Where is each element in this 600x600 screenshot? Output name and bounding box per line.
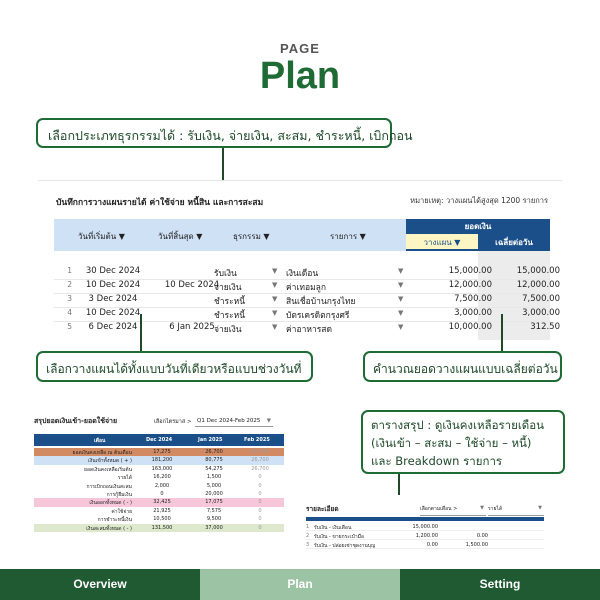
item-cell[interactable]: สินเชื่อบ้านกรุงไทย xyxy=(286,297,356,307)
tab-plan[interactable]: Plan xyxy=(200,569,400,600)
summary-cell: 131,500 xyxy=(151,524,173,531)
summary-cell: 163,000 xyxy=(151,465,173,472)
summary-row-label: เงินออกทั้งหมด ( - ) xyxy=(89,500,132,507)
list-item xyxy=(306,531,544,540)
chevron-down-icon[interactable]: ▼ xyxy=(398,323,404,331)
summary-cell: 10,500 xyxy=(153,516,171,523)
avg-amount-cell: 3,000.00 xyxy=(522,308,560,318)
row-index: 4 xyxy=(67,308,72,317)
tab-overview[interactable]: Overview xyxy=(0,569,200,600)
list-value: 1,200.00 xyxy=(415,533,438,539)
callout-transaction-types: เลือกประเภทธุรกรรมได้ : รับเงิน, จ่ายเงิน, สะสม, ชำระหนี้, เบิกถอน xyxy=(36,118,392,148)
table-row xyxy=(34,448,284,456)
type-cell[interactable]: ชำระหนี้ xyxy=(214,297,246,307)
summary-cell: 1,500 xyxy=(206,474,222,481)
summary-header-col: Dec 2024 xyxy=(146,437,173,443)
avg-amount-cell: 15,000.00 xyxy=(516,266,560,276)
connector-line xyxy=(140,314,142,351)
list-index: 1 xyxy=(306,524,310,530)
tab-setting[interactable]: Setting xyxy=(400,569,600,600)
summary-sheet xyxy=(30,408,285,558)
start-date-cell[interactable]: 30 Dec 2024 xyxy=(85,266,141,276)
chevron-down-icon[interactable]: ▼ xyxy=(272,267,278,275)
summary-cell: 0 xyxy=(258,491,262,497)
item-cell[interactable]: ค่าอาหารสด xyxy=(286,325,332,335)
list-label: รับเงิน - เงินเดือน xyxy=(314,525,352,531)
summary-cell: 0 xyxy=(258,524,262,531)
summary-cell: 21,925 xyxy=(153,507,171,514)
summary-cell: 0 xyxy=(258,516,262,523)
summary-cell: 17,275 xyxy=(153,449,171,455)
summary-cell: 2,000 xyxy=(154,482,170,489)
quarter-select[interactable] xyxy=(195,416,273,427)
summary-cell: 80,775 xyxy=(205,457,223,464)
sheet-note: หมายเหตุ: วางแผนได้สูงสุด 1200 รายการ xyxy=(410,196,548,205)
breakdown-sheet xyxy=(302,495,550,557)
summary-cell: 32,425 xyxy=(153,499,171,506)
type-select[interactable] xyxy=(488,505,544,516)
summary-cell: 0 xyxy=(258,474,262,481)
callout-date-range: เลือกวางแผนได้ทั้งแบบวันที่เดียวหรือแบบช่วงวันที่ xyxy=(36,351,313,382)
table-row xyxy=(54,307,560,321)
month-select-label: เลือกตามเดือน > xyxy=(420,506,458,512)
start-date-cell[interactable]: 10 Dec 2024 xyxy=(85,308,141,318)
type-cell[interactable]: รับเงิน xyxy=(214,269,237,279)
table-row xyxy=(34,456,284,464)
summary-header-month: เดือน xyxy=(94,438,106,444)
chevron-down-icon[interactable]: ▼ xyxy=(398,295,404,303)
avg-amount-cell: 12,000.00 xyxy=(516,280,560,290)
summary-cell: 26,700 xyxy=(205,449,223,455)
summary-cell: 181,200 xyxy=(151,457,173,464)
summary-cell: 0 xyxy=(258,499,262,506)
table-row xyxy=(34,507,284,515)
summary-cell: 20,000 xyxy=(205,491,223,497)
column-type[interactable]: ธุรกรรม ▼ xyxy=(233,232,270,241)
summary-cell: 0 xyxy=(160,491,164,497)
plan-amount-cell[interactable]: 12,000.00 xyxy=(448,280,492,290)
type-select-value: รายได้ xyxy=(488,506,503,512)
callout-daily-average: คำนวณยอดวางแผนแบบเฉลี่ยต่อวัน xyxy=(363,351,562,382)
summary-cell: 17,075 xyxy=(205,499,223,506)
summary-cell: 16,200 xyxy=(153,474,171,481)
summary-row-label: ยอดเงินคงเหลือเริ่มต้น xyxy=(84,466,132,473)
summary-cell: 26,700 xyxy=(251,449,269,455)
type-cell[interactable]: ชำระหนี้ xyxy=(214,311,246,321)
list-index: 3 xyxy=(306,542,310,548)
summary-cell: 9,500 xyxy=(206,516,222,523)
breakdown-header-bar xyxy=(306,517,544,521)
plan-amount-cell[interactable]: 15,000.00 xyxy=(448,266,492,276)
table-row xyxy=(54,321,560,335)
plan-amount-cell[interactable]: 3,000.00 xyxy=(454,308,492,318)
sheet-title: บันทึกการวางแผนรายได้ ค่าใช้จ่าย หนี้สิน และการสะสม xyxy=(56,198,264,208)
summary-row-label: เงินสะสมทั้งหมด ( - ) xyxy=(86,525,132,532)
column-amount: ยอดเงิน xyxy=(406,219,550,234)
summary-row-label: เงินเข้าทั้งหมด ( + ) xyxy=(88,458,132,465)
item-cell[interactable]: ค่าเทอมลูก xyxy=(286,283,327,293)
chevron-down-icon[interactable]: ▼ xyxy=(538,505,542,511)
summary-cell: 5,000 xyxy=(206,482,222,489)
table-row xyxy=(34,524,284,532)
list-value: 1,500.00 xyxy=(465,542,488,548)
chevron-down-icon[interactable]: ▼ xyxy=(272,309,278,317)
summary-header-col: Feb 2025 xyxy=(244,437,270,443)
summary-cell: 0 xyxy=(258,482,262,489)
chevron-down-icon[interactable]: ▼ xyxy=(480,505,484,511)
summary-row-label: การกู้ยืมเงิน xyxy=(106,492,132,498)
table-row xyxy=(34,498,284,506)
summary-header xyxy=(34,434,284,446)
list-item xyxy=(306,522,544,531)
summary-row-label: ค่าใช้จ่าย xyxy=(111,508,132,515)
chevron-down-icon[interactable]: ▼ xyxy=(272,295,278,303)
summary-cell: 26,700 xyxy=(251,465,269,472)
summary-cell: 37,000 xyxy=(205,524,223,531)
start-date-cell[interactable]: 3 Dec 2024 xyxy=(88,294,138,304)
table-row xyxy=(54,293,560,307)
table-row xyxy=(54,265,560,279)
avg-amount-cell: 312.50 xyxy=(530,322,560,332)
summary-row-label: รายได้ xyxy=(117,475,132,482)
callout-summary-line: และ Breakdown รายการ xyxy=(371,454,503,468)
list-label: รับเงิน - ขายกระเป๋ามือ xyxy=(314,534,364,540)
table-row xyxy=(34,465,284,473)
chevron-down-icon[interactable]: ▼ xyxy=(398,281,404,289)
plan-sheet xyxy=(38,180,562,340)
summary-cell: 26,700 xyxy=(251,457,269,464)
summary-cell: 0 xyxy=(258,507,262,514)
chevron-down-icon[interactable]: ▼ xyxy=(272,281,278,289)
summary-header-col: Jan 2025 xyxy=(198,437,223,443)
column-start-date[interactable]: วันที่เริ่มต้น ▼ xyxy=(78,232,125,241)
callout-summary-line: ตารางสรุป : ดูเงินคงเหลือรายเดือน xyxy=(371,418,545,432)
breakdown-title: รายละเอียด xyxy=(306,505,339,513)
row-index: 1 xyxy=(67,266,72,275)
type-cell[interactable]: จ่ายเงิน xyxy=(214,283,242,293)
chevron-down-icon[interactable]: ▼ xyxy=(398,267,404,275)
plan-amount-cell[interactable]: 10,000.00 xyxy=(448,322,492,332)
callout-summary-line: (เงินเข้า – สะสม – ใช้จ่าย – หนี้) xyxy=(371,436,532,450)
table-row xyxy=(34,515,284,523)
callout-summary xyxy=(361,410,565,474)
list-label: รับเงิน - ปล่อยเช่าชุดงานบุญ xyxy=(314,543,376,549)
row-index: 5 xyxy=(67,322,72,331)
summary-row-label: การเบิกถอนเงินสะสม xyxy=(86,483,132,490)
chevron-down-icon[interactable]: ▼ xyxy=(272,323,278,331)
connector-line xyxy=(501,314,503,351)
item-cell[interactable]: เงินเดือน xyxy=(286,269,319,279)
summary-row-label: การชำระหนี้เงิน xyxy=(97,517,132,524)
bottom-nav xyxy=(0,569,600,600)
list-value: 15,000.00 xyxy=(412,524,438,530)
start-date-cell[interactable]: 10 Dec 2024 xyxy=(85,280,141,290)
list-item xyxy=(306,540,544,549)
summary-title: สรุปยอดเงินเข้า-ยอดใช้จ่าย xyxy=(34,417,118,425)
summary-cell: 54,275 xyxy=(205,465,223,472)
list-index: 2 xyxy=(306,533,310,539)
item-cell[interactable]: บัตรเครดิตกรุงศรี xyxy=(286,311,350,321)
end-date-cell[interactable]: 6 Jan 2025 xyxy=(169,322,215,332)
avg-amount-cell: 7,500.00 xyxy=(522,294,560,304)
summary-cell: 7,575 xyxy=(206,507,222,514)
end-date-cell[interactable]: 10 Dec 2024 xyxy=(164,280,220,290)
table-row xyxy=(34,482,284,490)
quarter-select-value: Q1 Dec 2024-Feb 2025 xyxy=(197,418,261,424)
chevron-down-icon[interactable]: ▼ xyxy=(266,418,271,424)
table-row xyxy=(54,279,560,293)
list-value: 0.00 xyxy=(476,533,488,539)
page-title: Plan xyxy=(259,55,341,97)
column-avg-per-day: เฉลี่ยต่อวัน xyxy=(478,234,550,251)
row-index: 2 xyxy=(67,280,72,289)
chevron-down-icon[interactable]: ▼ xyxy=(398,309,404,317)
plan-amount-cell[interactable]: 7,500.00 xyxy=(454,294,492,304)
column-item[interactable]: รายการ ▼ xyxy=(330,232,366,241)
type-cell[interactable]: จ่ายเงิน xyxy=(214,325,242,335)
table-row xyxy=(34,490,284,498)
row-index: 3 xyxy=(67,294,72,303)
summary-row-label: ยอดเงินคงเหลือ ณ ต้นเดือน xyxy=(72,450,132,456)
column-end-date[interactable]: วันที่สิ้นสุด ▼ xyxy=(158,232,203,241)
quarter-select-label: เลือกไตรมาส > xyxy=(154,419,192,425)
start-date-cell[interactable]: 6 Dec 2024 xyxy=(88,322,138,332)
column-plan[interactable]: วางแผน ▼ xyxy=(406,234,478,251)
month-select[interactable] xyxy=(420,505,486,516)
list-value: 0.00 xyxy=(426,542,438,548)
table-row xyxy=(34,473,284,481)
page-label: PAGE xyxy=(280,41,320,56)
